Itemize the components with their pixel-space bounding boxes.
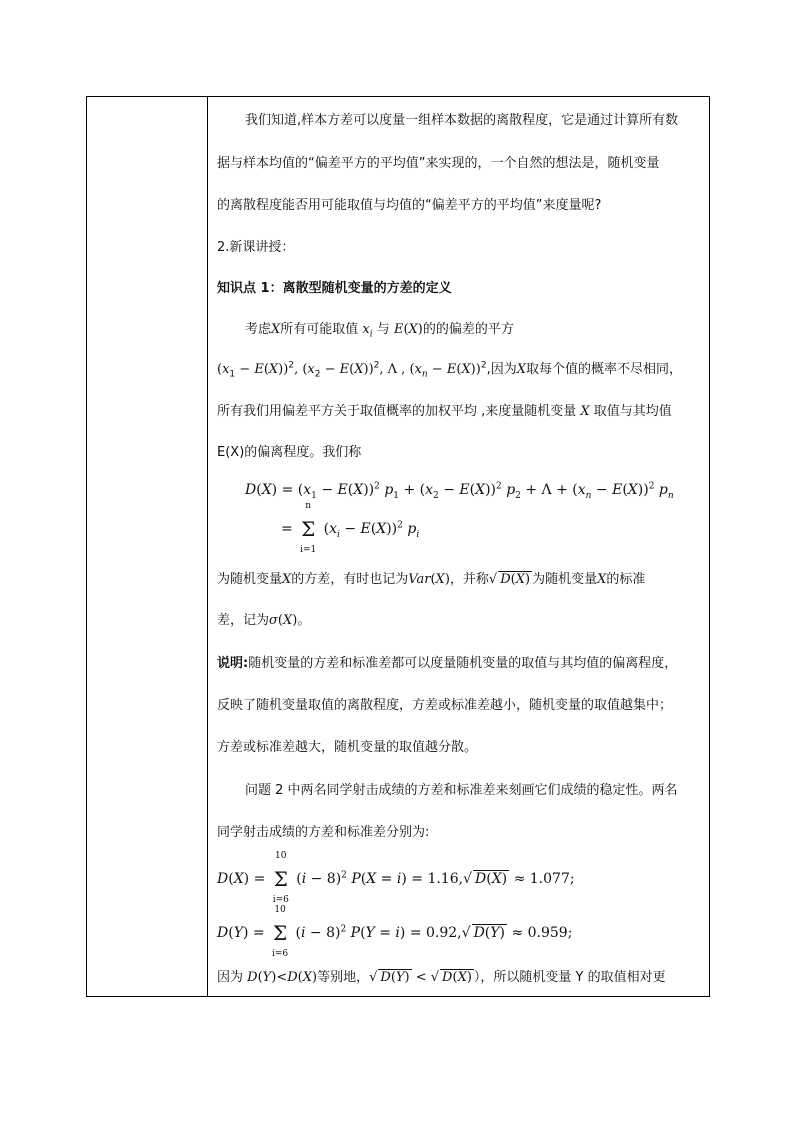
consider-line: 考虑X所有可能取值 $x_i$ 与 E(X)的的偏差的平方 (245, 322, 514, 340)
lesson-table (86, 96, 710, 997)
section-heading: 2.新课讲授： (217, 240, 295, 255)
conclusion-line: 因为 D(Y)<D(X)等别地，√ D(Y) < √ D(X) ），所以随机变量 Y 的取值相对更 (217, 970, 666, 985)
weighted-line: 所有我们用偏差平方关于取值概率的加权平均 ,来度量随机变量 X 取值与其均值 (217, 404, 672, 419)
squares-line: $(x_1 - E(X))^2$, $(x_2 - E(X))^2$, Λ , $(x_n - E(X))^2$,因为X取每个值的概率不尽相同， (217, 360, 682, 380)
intro-line-2: 据与样本均值的“偏差平方的平均值”来实现的，一个自然的想法是，随机变量 (217, 156, 660, 171)
explain-line-3: 方差或标准差越大，随机变量的取值越分散。 (217, 740, 478, 755)
problem-line-2: 同学射击成绩的方差和标准差分别为: (217, 825, 430, 840)
deviation-line: E(X)的偏离程度。我们称 (217, 445, 362, 460)
variance-formula-line-1: $D(X) = (x_1 - E(X))^2$ $p_1 + (x_2 - E(X))^2$ $p_2 + \Lambda + (x_n - E(X))^2$ $p_n$ (245, 481, 674, 501)
variance-definition-line: 为随机变量X的方差，有时也记为Var(X)，并称√ D(X) 为随机变量X的标准 (217, 572, 646, 587)
intro-line-3: 的离散程度能否用可能取值与均值的“偏差平方的平均值”来度量呢? (217, 198, 602, 213)
variance-x-formula: D(X) = 10 Σ i=6 $(i - 8)^2$ P(X = i) = 1.16,√ D(X) ≈ 1.077; (217, 851, 575, 905)
variance-y-formula: D(Y) = 10 Σ i=6 $(i - 8)^2$ P(Y = i) = 0.92,√ D(Y) ≈ 0.959; (217, 905, 573, 959)
std-notation-line: 差，记为σ(X)。 (217, 613, 311, 628)
left-column-cell (87, 97, 208, 996)
problem-line-1: 问题 2 中两名同学射击成绩的方差和标准差来刻画它们成绩的稳定性。两名 (245, 783, 678, 798)
explain-line-1: 说明:随机变量的方差和标准差都可以度量随机变量的取值与其均值的偏离程度， (217, 656, 678, 671)
explain-line-2: 反映了随机变量取值的离散程度，方差或标准差越小，随机变量的取值越集中； (217, 698, 673, 713)
variance-formula-line-2: = n Σ i=1 $(x_i - E(X))^2$ $p_i$ (281, 501, 420, 555)
content-cell (217, 97, 703, 996)
knowledge-point-title: 知识点 1：离散型随机变量的方差的定义 (217, 281, 452, 296)
intro-line-1: 我们知道,样本方差可以度量一组样本数据的离散程度，它是通过计算所有数 (245, 113, 679, 128)
